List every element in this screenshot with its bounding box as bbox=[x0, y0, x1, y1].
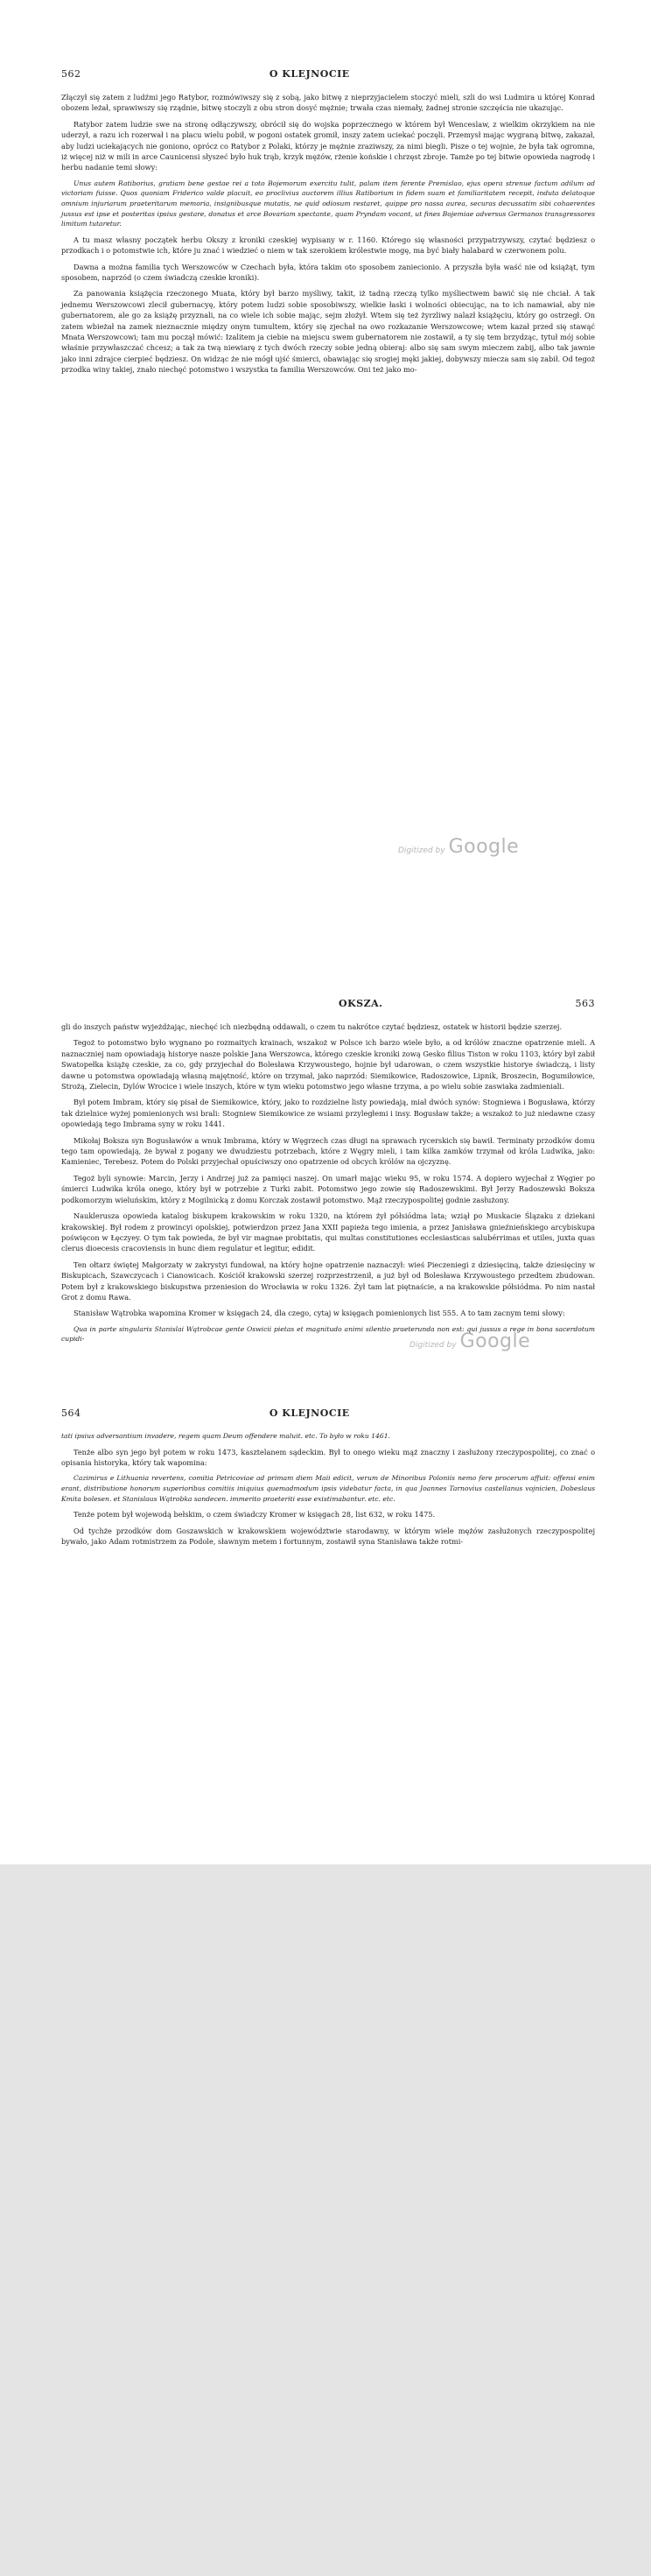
page-number: 562 bbox=[61, 68, 81, 80]
paragraph: Tenże potem był wojewodą bełskim, o czem świadczy Kromer w księgach 28, list 632, w roku 1475. bbox=[74, 1510, 436, 1520]
page-header bbox=[61, 998, 595, 1009]
page-564-content bbox=[61, 1407, 595, 1552]
paragraph: Od tychże przodków dom Goszawskich w krakowskiem województwie starodawny, w którym wiele mężów zasłużonych rzeczypospolitej bywało, jako Adam rotmistrzem za Podole, sławnym metem i fortunnym, zostawił syna Stanisława także rotmi- bbox=[61, 1526, 595, 1546]
latin-quote: Cazimirus e Lithuania revertens, comitia Petricoviae ad primam diem Maii edicit, verum de Minoribus Poloniis nemo fere procerum affuit: offensi enim erant, distributione honorum superioribus comitiis iniquius quemadmodum ipsis videbatur facta, in qua Joannes Tarnovius castellanus vojnicien, Dobeslaus Kmita bolesen. et Stanislaus Wątrobka sandecen. immerito praeteriti esse existimabantur. etc. etc. bbox=[61, 1474, 595, 1503]
paragraph: Złączył się zatem z ludźmi jego Ratybor, rozmówiwszy się z sobą, jako bitwę z nieprzyjacielem stoczyć mieli, szli do wsi Ludmira u której Konrad obozem leżał, sprawiwszy się rządnie, bitwę stoczyli z obu stron dosyć mężnie; trwała czas niemały, żadnej stronie szczęścia nie ukazując. bbox=[61, 93, 595, 113]
page-header bbox=[61, 1407, 538, 1419]
running-title: O KLEJNOCIE bbox=[269, 1407, 350, 1419]
paragraph: Ten ołtarz świętej Małgorzaty w zakrystyi fundował, na który hojne opatrzenie naznaczył: wieś Pieczeniegi z dziesięciną, także dziesięciny w Biskupicach, Szawczycach i Cianowicach. Kościół krakowski szerzej rozprzestrzenił, a już był od Bolesława Krzywoustego przedtem zbudowan. Potem był z krakowskiego biskupstwa przeniesion do Wrocławia w roku 1326. Żył tam lat piętnaście, a na krakowskie półsiódma. Po nim nastał Grot z domu Rawa. bbox=[61, 1260, 595, 1302]
paragraph: Tegoż byli synowie: Marcin, Jerzy i Andrzej już za pamięci naszej. On umarł mając wieku 95, w roku 1574. A dopiero wyjechał z Węgier po śmierci Ludwika króla onego, który był w potrzebie z Turki zabit. Potomstwo jego zowie się Radoszewskimi. Był Jerzy Radoszewski Boksza podkomorzym wieluńskim, który z Mogilnicką z domu Korczak zostawił potomstwo. Mąż rzeczypospolitej godnie zasłużony. bbox=[61, 1173, 595, 1204]
page-number: 563 bbox=[575, 998, 595, 1009]
page-562 bbox=[0, 0, 651, 980]
paragraph: Tenże albo syn jego był potem w roku 1473, kasztelanem sądeckim. Był to onego wieku mąż znaczny i zasłużony rzeczypospolitej, co znać o opisania historyka, który tak wapomina: bbox=[61, 1447, 595, 1467]
page-header bbox=[61, 68, 538, 80]
watermark-label: Digitized by bbox=[410, 1341, 457, 1350]
latin-quote: Qua in parte singularis Stanislai Wątrobcae gente Oswicii pietas et magnitudo animi silentio praeterunda non est: qui jussus a rege in bona sacerdotum cupidi- bbox=[61, 1324, 595, 1344]
paragraph: Ratybor zatem ludzie swe na stronę odłączywszy, obrócił się do wojska poprzecznego w którem był Wenceslaw, z wielkim okrzykiem na nie uderzył, a razu ich rozerwał i na placu wielu pobił, w pogoni ostatek gromił, inszy zatem uciekać poczęli. Przemysł mając wygraną bitwę, zakazał, aby ludzi uciekających nie goniono, oprócz co Ratybor z Polaki, którzy je mężnie zraziwszy, za nimi biegli. Pisze o tej wojnie, że była tak ogromna, iż więcej niż w mili in arce Caunicensi słyszeć było huk trąb, krzyk mężów, rżenie końskie i chrzęst zbroje. Tamże po tej bitwie opowieda nagrodę i herbu nadanie temi słowy: bbox=[61, 119, 595, 172]
paragraph: Mikołaj Boksza syn Bogusławów a wnuk Imbrama, który w Węgrzech czas długi na sprawach rycerskich się bawił. Terminaty przodków domu tego tam opowiedają, że bywał z pogany we dwudziestu potrzebach, które z Węgry mieli, i tam kilka zamków trzymał od króla Ludwika, jako: Kamieniec, Terebesz. Potem do Polski przyjechał opuściwszy ono opatrzenie od obcych królów na ojczyznę. bbox=[61, 1135, 595, 1167]
paragraph: gli do inszych państw wyjeżdżając, niechęć ich niezbędną oddawali, o czem tu nakrótce czytać będziesz, ostatek w historii będzie szerzej. bbox=[61, 1022, 563, 1031]
paragraph: Za panowania książęcia rzeczonego Muata, który był barzo myśliwy, takit, iż tadną rzeczą tylko myśliectwem bawić się nie chciał. A tak jednemu Werszowcowi zlecił gubernacyę, który potem ludzi sobie sposobiwszy, wielkie łaski i wolności obiecując, na to ich namawiał, aby nie gubernatorem, ale go za książę przyznali, na co wiele ich sobie mając, sejm złożył. Wtem się też żyrzliwy nalazł książęciu, który go ostrzegł. On zatem wbieżał na zamek nieznacznie między onym tumultem, który się zjechał na owo rozkazanie Werszowcowe; wtem kazał przed się stawąć Mnata Werszowcowi; tam mu począł mówić: Izalitem ja ciebie na miejscu swem gubernatorem nie zostawił, a ty się tem brzydząc, tytuł mój sobie właśnie przywłaszczać chcesz; a tak za twą niewiarę z tych dwóch rzeczy sobie jedną obieraj: albo się sam swym mieczem zabij, albo tak jawnie jako inni zdrajce cierpieć będziesz. On widząc że nie mógł ujść śmierci, obawiając się srogiej męki jakiej, dobywszy miecza sam się zabił. Od tegoż przodka winy takiej, znało niechęć potomstwo i wszystka ta familia Werszowców. Oni też jako mo- bbox=[61, 289, 595, 375]
running-title: O KLEJNOCIE bbox=[269, 68, 350, 80]
paragraph: Był potem Imbram, który się pisał de Siemikowice, który, jako to rozdzielne listy powiedają, miał dwóch synów: Stogniewa i Bogusława, którzy tak dzielnice wyżej pomienionych wsi brali: Stogniew Siemikowice ze wsiami przyległemi i insy. Bogusław także; a wszakoż to już niedawne czasy opowiedają tego Imbrama syny w roku 1441. bbox=[61, 1098, 595, 1129]
watermark-label: Digitized by bbox=[398, 846, 445, 855]
page-563-content bbox=[61, 998, 595, 1350]
digitized-by-google-watermark bbox=[398, 836, 519, 858]
latin-quote: Unus autem Ratiborius, gratiam bene gestae rei a toto Bojemorum exercitu tulit, palam item ferente Premislao, ejus opera strenue factum adilum ad victoriam fuisse. Quos quoniam Friderico valde placuit, eo proclivius auctorem illius Ratiborium in fidem suam et familiaritatem recepit, induta delatoque omnium injuriarum praeteritarum memoria, insignibusque mutatis, ne quid odiosum restaret, quippe pro nassa aurea, securas decussatim sibi cohaerentes jussus est ipse et posteritas ipsius gestare, donatus et arce Bovariam spectante, quam Pryndam vocant, ut fines Bojemiae adversus Germanos transgressores limitum tutaretur. bbox=[61, 179, 595, 228]
page-number: 564 bbox=[61, 1407, 81, 1419]
latin-quote: tati ipsius adversantium invadere, regem quam Deum offendere maluit. etc. To było w roku 1461. bbox=[61, 1432, 390, 1440]
page-564 bbox=[0, 1392, 651, 2576]
paragraph: Dawna a można familia tych Werszowców w Czechach była, która takim oto sposobem zaniecionio. A przyszła była waść nie od książąt, tym sposobem, naprzód (o czem świadczą czeskie kroniki). bbox=[61, 262, 595, 283]
paragraph: A tu masz własny początek herbu Okszy z kroniki czeskiej wypisany w r. 1160. Którego się własności przypatrzywszy, czytać będziesz o przodkach i o potomstwie ich, które ju znać i wiedzieć o niem w tak szerokiem królestwie mogę, ma być biały halabard w czerwonem polu. bbox=[61, 235, 595, 256]
google-logo: Google bbox=[459, 1330, 531, 1352]
page-563 bbox=[0, 980, 651, 1392]
digitized-by-google-watermark bbox=[410, 1330, 530, 1352]
page-562-content bbox=[61, 68, 595, 381]
blank-scan-area bbox=[0, 1864, 651, 2576]
paragraph: Tegoż to potomstwo było wygnano po rozmaitych krainach, wszakoż w Polsce ich barzo wiele było, a od królów znaczne opatrzenie mieli. A naznaczniej nam opowiadają historye nasze polskie Jana Werszowca, którego czeskie kroniki zową Gesko filius Tiston w roku 1103, który był zabił Swatopełka książę czeskie, za co, gdy przyjechał do Bolesława Krzywoustego, hojnie był udarowan, o czem wszystkie historye świadczą, i listy dawne u potomstwa opowiadają własną majętność, które on trzymał, jako naprzód: Siemikowice, Radoszowice, Lipnik, Broszecin, Bogumiłowice, Strożą, Zielecin, Dylów Wrocice i wiele inszych, które w tym wieku potomstwo jego własne trzyma, a po wielu sobie zaswiaka zadmieniali. bbox=[61, 1038, 595, 1091]
running-title: OKSZA. bbox=[339, 998, 383, 1009]
paragraph: Nauklerusza opowieda katalog biskupem krakowskim w roku 1320, na którem żył półsiódma lata; wziął po Muskacie Ślązaku z dziekani krakowskiej. Był rodem z prowincyi opolskiej, potwierdzon przez Jana XXII papieża tego imienia, a przez Janisława gnieźnieńskiego arcybiskupa poświęcon w Łęczyey. O tym tak powieda, że był vir magnae probitatis, qui multas constitutiones ecclesiasticas salubérrimas et utiles, juxta quas clerus dioecesis cracoviensis in hunc diem regulatur et legitur, edidit. bbox=[61, 1211, 595, 1253]
paragraph: Stanisław Wątrobka wapomina Kromer w księgach 24, dla czego, cytaj w księgach pomienionych list 555. A to tam zacnym temi słowy: bbox=[74, 1309, 565, 1318]
google-logo: Google bbox=[448, 836, 520, 858]
